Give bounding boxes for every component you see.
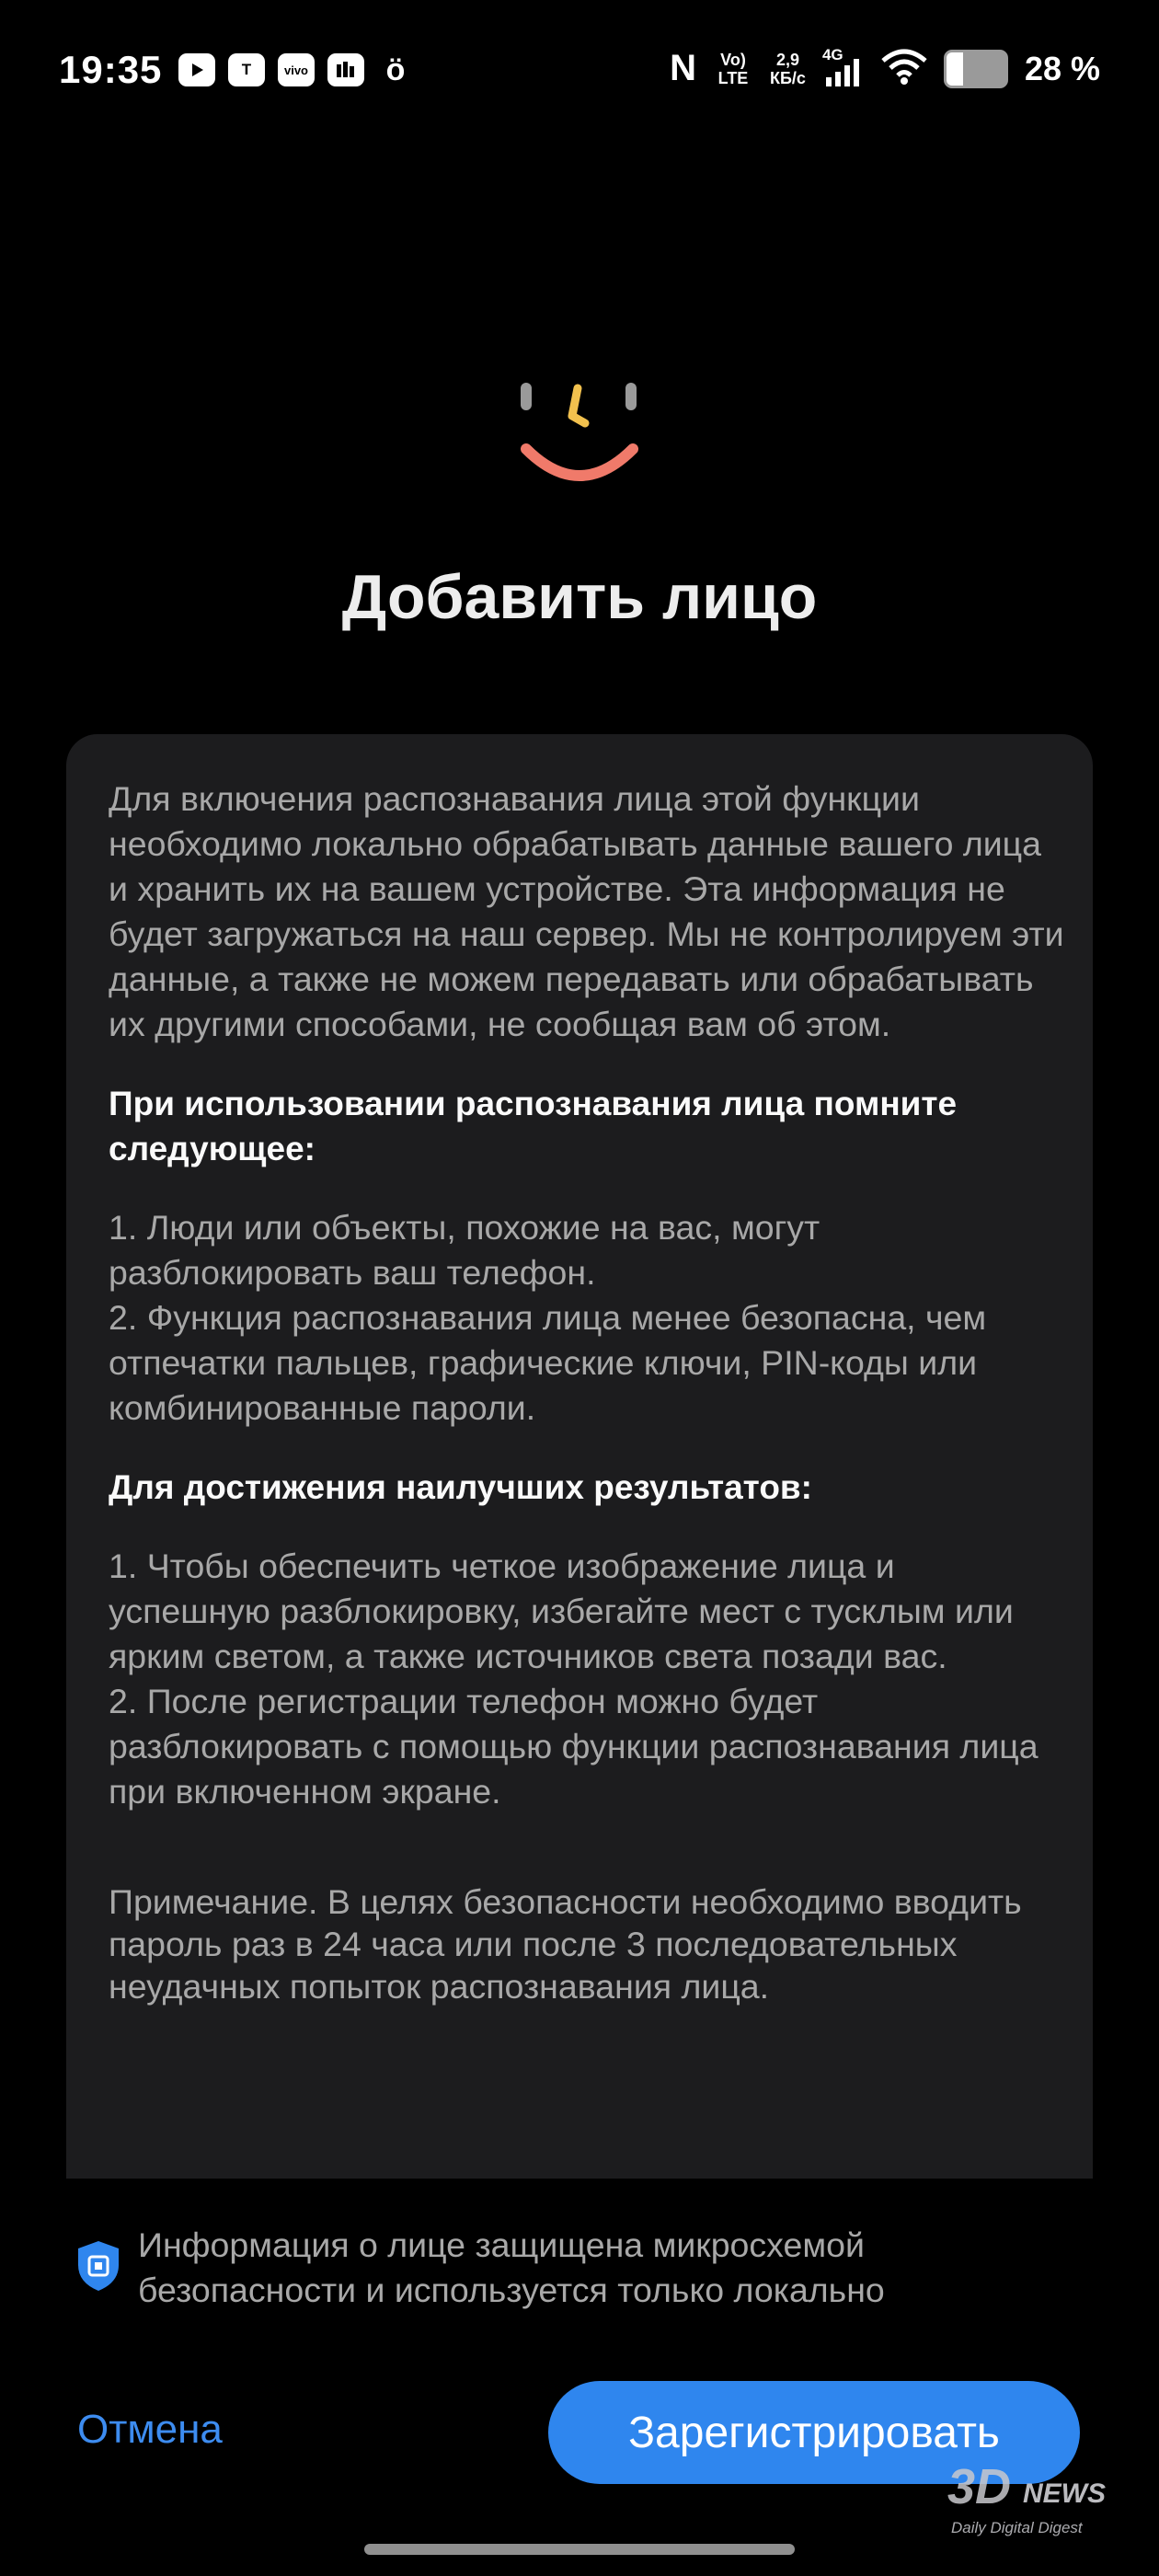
battery-percent: 28 % xyxy=(1024,49,1100,87)
home-indicator[interactable] xyxy=(364,2544,795,2555)
register-button[interactable]: Зарегистрировать xyxy=(548,2381,1080,2484)
t-app-icon: T xyxy=(228,53,265,86)
youtube-icon xyxy=(178,53,215,86)
best-results-item: 1. Чтобы обеспечить четкое изображение лица и успешную разблокировку, избегайте мест с тусклым или ярким светом, а также источников света позади вас. xyxy=(109,1547,1014,1675)
info-card[interactable] xyxy=(66,734,1093,2179)
battery-fill xyxy=(947,52,963,86)
cellular-signal-icon: 4G xyxy=(822,50,865,88)
wifi-icon xyxy=(881,48,927,89)
nfc-icon: N xyxy=(670,48,696,88)
remember-item: 1. Люди или объекты, похожие на вас, могут разблокировать ваш телефон. xyxy=(109,1208,820,1292)
security-text: Информация о лице защищена микросхемой безопасности и используется только локально xyxy=(138,2225,885,2309)
watermark-logo: 3D NEWS Daily Digital Digest xyxy=(947,2459,1106,2536)
face-icon xyxy=(515,375,644,486)
info-card-content xyxy=(109,776,1065,2007)
battery-icon xyxy=(944,50,1008,88)
status-time: 19:35 xyxy=(59,48,163,91)
vivo-icon: vivo xyxy=(278,53,315,86)
volte-icon: Vo) LTE xyxy=(717,50,749,87)
best-results-heading: Для достижения наилучших результатов: xyxy=(109,1468,812,1506)
best-results-item: 2. После регистрации телефон можно будет разблокировать с помощью функции распознавания лица при включенном экране. xyxy=(109,1682,1039,1811)
network-speed: 2,9 КБ/с xyxy=(770,50,806,87)
remember-item: 2. Функция распознавания лица менее безопасна, чем отпечатки пальцев, графические ключи, PIN-коды или комбинированные пароли. xyxy=(109,1298,987,1427)
system-icons xyxy=(670,45,1100,89)
page-title: Добавить лицо xyxy=(341,562,818,632)
intro-text: Для включения распознавания лица этой функции необходимо локально обрабатывать данные вашего лица и хранить их на вашем устройстве. Эта информация не будет загружаться на наш сервер. Мы не контролируем эти данные, а также не можем передавать или обрабатывать их другими способами, не сообщая вам об этом. xyxy=(109,779,1064,1043)
cancel-button[interactable]: Отмена xyxy=(77,2407,223,2452)
security-note: Примечание. В целях безопасности необходимо вводить пароль раз в 24 часа или после 3 последовательных неудачных попыток распознавания лица. xyxy=(109,1882,1022,2006)
o-app-icon: ö xyxy=(385,52,406,87)
notification-icons xyxy=(178,53,414,86)
remember-heading: При использовании распознавания лица помните следующее: xyxy=(109,1085,958,1167)
shield-chip-icon xyxy=(75,2239,121,2293)
bank-app-icon xyxy=(327,53,364,86)
status-bar xyxy=(0,0,1159,147)
